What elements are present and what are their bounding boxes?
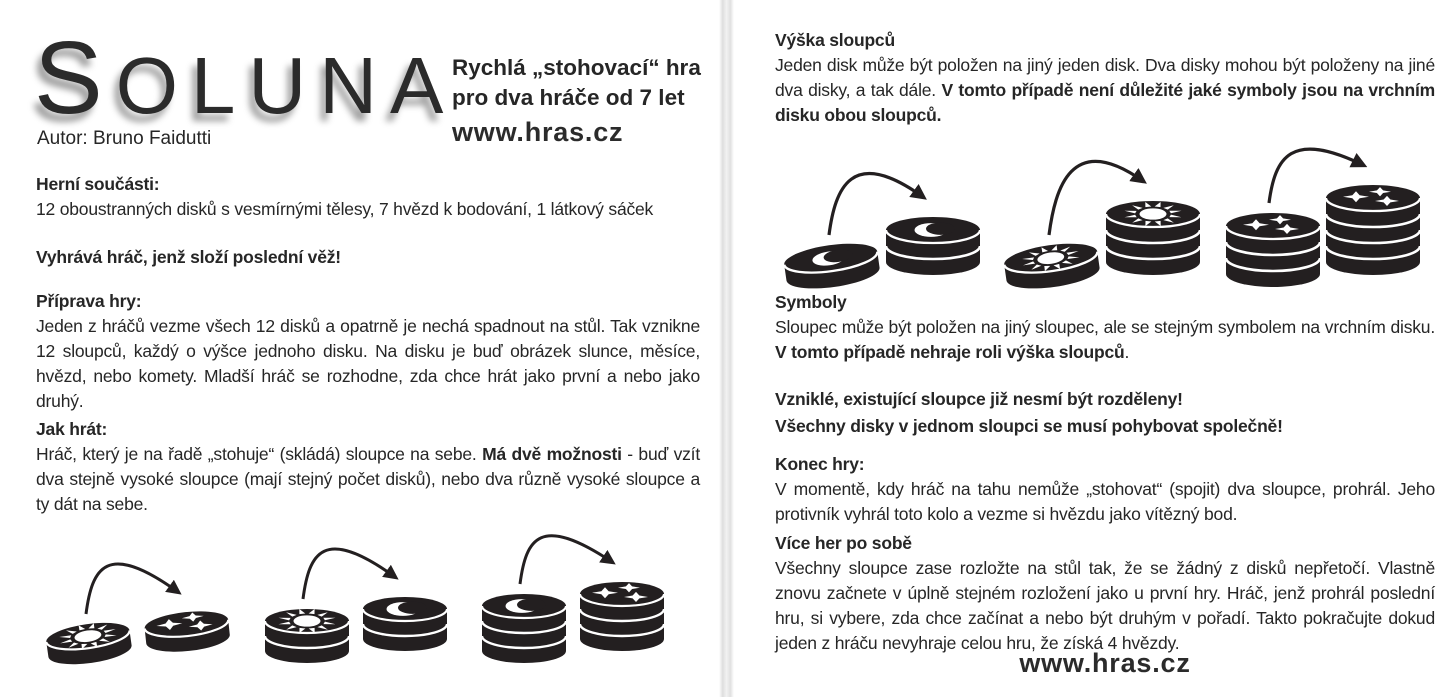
emphasis-text: Má dvě možnosti: [482, 444, 622, 464]
stack-move-illustration-moon-1-to-moon-2: [777, 124, 989, 292]
section-setup: [36, 289, 700, 414]
tagline-line1: Rychlá „stohovací“ hra: [452, 55, 701, 80]
section-heading-end: Konec hry:: [775, 454, 865, 474]
how-to-play-text: [36, 442, 700, 517]
more-games-text: Všechny sloupce zase rozložte na stůl tak, že se žádný z disků nepřetočí. Vlastně znovu začnete v úplně stejném rozložení jako u první hry. Hráč, jenž prohrál poslední hru, si vybere, zda chce začínat a nebo být druhým v pořadí. Takto pokračujte dokud jeden z hráču nevyhraje celou hru, že získá 4 hvězdy.: [775, 558, 1435, 653]
rule-move-together: Všechny disky v jednom sloupci se musí pohybovat společně!: [775, 416, 1283, 436]
section-more-games: [775, 531, 1435, 656]
illustrations-same-symbol-stacks: [777, 124, 1429, 292]
stack-move-illustration-sun-1-to-stars-1: [38, 508, 243, 666]
website-url-bottom: www.hras.cz: [1019, 648, 1191, 678]
stack-move-illustration-stars-3-to-stars-4: [1217, 124, 1429, 292]
stack-move-illustration-moon-3-to-stars-3: [472, 508, 677, 666]
body-text: Sloupec může být položen na jiný sloupec, ale se stejným symbolem na vrchním disku.: [775, 317, 1435, 337]
rule-no-split: Vzniklé, existující sloupce již nesmí být rozděleny!: [775, 389, 1183, 409]
website-url-top: www.hras.cz: [452, 117, 624, 147]
section-how-to-play: [36, 417, 700, 517]
body-text: Jeden disk může být položen na jiný jeden disk. Dva disky mohou být položeny na jiné dva disky, a tak dále.: [775, 55, 1435, 100]
section-heading-more-games: Více her po sobě: [775, 533, 912, 553]
section-heading-symbols: Symboly: [775, 292, 847, 312]
section-heading-setup: Příprava hry:: [36, 291, 142, 311]
illustrations-equal-height-stacks: [38, 508, 677, 666]
section-heading-components: Herní součásti:: [36, 174, 160, 194]
emphasis-text: V tomto případě nehraje roli výška sloupců: [775, 342, 1125, 362]
section-height: [775, 28, 1435, 128]
height-text: [775, 53, 1435, 128]
game-title-initial: S: [34, 20, 116, 135]
stack-move-illustration-sun-2-to-moon-2: [255, 508, 460, 666]
setup-text: Jeden z hráčů vezme všech 12 disků a opatrně je nechá spadnout na stůl. Tak vznikne 12 sloupců, každý o výšce jednoho disku. Na disku je buď obrázek slunce, měsíce, hvězd, nebo komety. Mladší hráč se rozhodne, zda chce hrát jako první a nebo jako druhý.: [36, 316, 700, 411]
tagline-line2: pro dva hráče od 7 let: [452, 85, 685, 110]
tagline: [452, 53, 701, 113]
game-title: [34, 20, 457, 135]
stack-rules: [775, 386, 1435, 440]
body-text: .: [1124, 342, 1130, 362]
page-right: [719, 0, 1438, 697]
emphasis-text: V tomto případě není důležité jaké symboly jsou na vrchním disku obou sloupců.: [775, 80, 1435, 125]
components-text: 12 oboustranných disků s vesmírnými tělesy, 7 hvězd k bodování, 1 látkový sáček: [36, 199, 654, 219]
section-symbols: [775, 290, 1435, 365]
stack-move-illustration-sun-1-to-sun-3: [997, 124, 1209, 292]
body-text: - buď vzít dva stejně vysoké sloupce (mají stejný počet disků), nebo dva různě vysoké sloupce a ty dát na sebe.: [36, 444, 700, 514]
author-line: Autor: Bruno Faidutti: [37, 128, 212, 149]
end-text: V momentě, kdy hráč na tahu nemůže „stohovat“ (spojit) dva sloupce, prohrál. Jeho protivník vyhrál toto kolo a vezme si hvězdu jako vítězný bod.: [775, 479, 1435, 524]
section-heading-height: Výška sloupců: [775, 30, 895, 50]
section-heading-how-to-play: Jak hrát:: [36, 419, 108, 439]
body-text: Hráč, který je na řadě „stohuje“ (skládá) sloupce na sebe.: [36, 444, 483, 464]
symbols-text: [775, 315, 1435, 365]
goal-line: Vyhrává hráč, jenž složí poslední věž!: [36, 247, 341, 267]
section-components: [36, 172, 700, 222]
section-end-of-game: [775, 452, 1435, 527]
game-title-rest: OLUNA: [115, 41, 457, 130]
